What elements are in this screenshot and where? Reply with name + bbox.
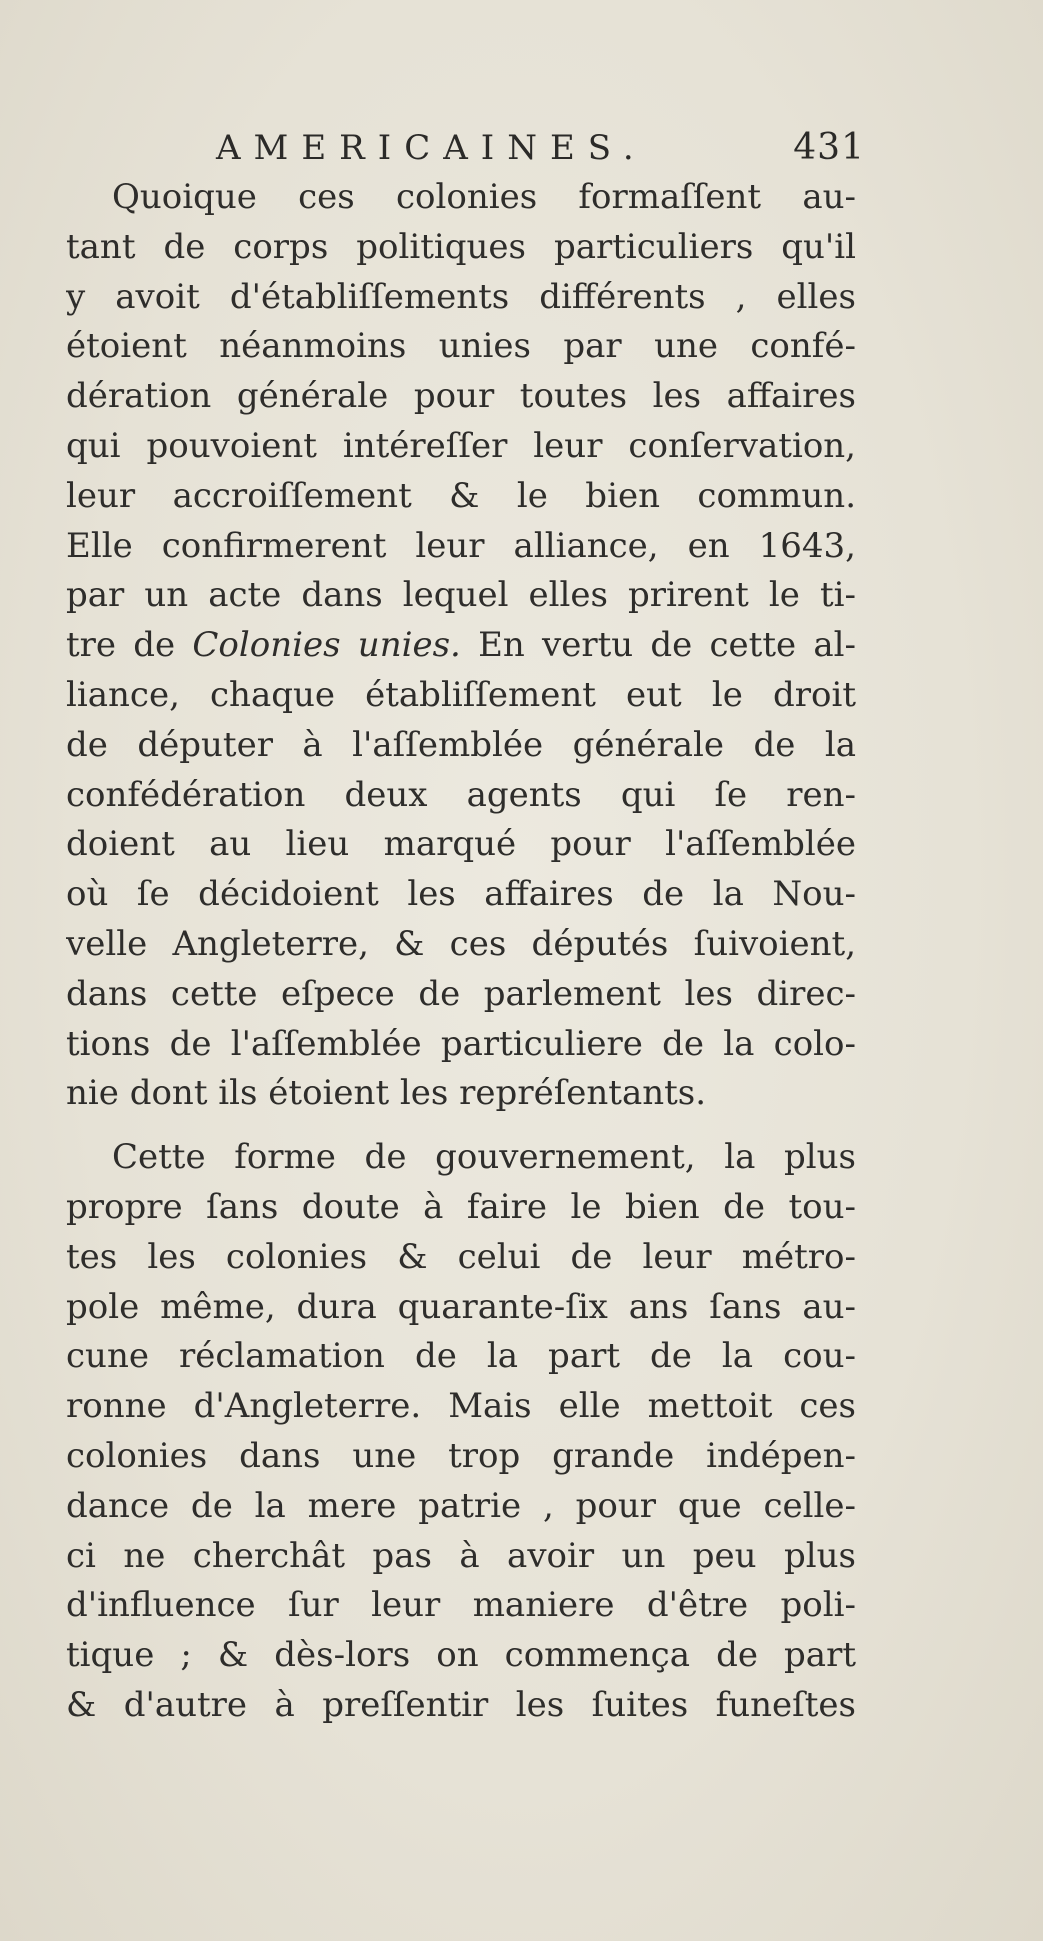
text-line: confédération deux agents qui ſe ren- (66, 774, 856, 815)
text-line: par un acte dans lequel elles prirent le ti- (66, 575, 856, 616)
text-line: Elle confirmerent leur alliance, en 1643, (66, 525, 856, 566)
text-line: d'influence ſur leur maniere d'être poli- (66, 1585, 856, 1626)
text-line: ronne d'Angleterre. Mais elle mettoit ces (66, 1386, 856, 1427)
text-line: tes les colonies & celui de leur métro- (66, 1236, 856, 1277)
text-line: propre ſans doute à faire le bien de tou- (66, 1186, 856, 1227)
text-line: dance de la mere patrie , pour que celle- (66, 1485, 856, 1526)
text-line: tant de corps politiques particuliers qu'il (66, 226, 856, 267)
text-line: pole même, dura quarante-ſix ans ſans au- (66, 1286, 856, 1327)
text-line: tions de l'aſſemblée particuliere de la colo- (66, 1023, 856, 1064)
text-line: où ſe décidoient les affaires de la Nou- (66, 874, 856, 915)
running-title: AMERICAINES. (216, 128, 647, 168)
text-line: de députer à l'aſſemblée générale de la (66, 724, 856, 765)
text-line: ci ne cherchât pas à avoir un peu plus (66, 1535, 856, 1576)
page-number: 431 (793, 127, 865, 168)
text-line: velle Angleterre, & ces députés ſuivoient, (66, 923, 856, 964)
text-line: leur accroiſſement & le bien commun. (66, 475, 856, 516)
text-line: colonies dans une trop grande indépen- (66, 1435, 856, 1476)
text-line: tique ; & dès-lors on commença de part (66, 1635, 856, 1676)
text-line: dération générale pour toutes les affaires (66, 376, 856, 417)
text-line: nie dont ils étoient les repréſentants. (66, 1073, 707, 1114)
text-line: dans cette eſpece de parlement les direc- (66, 973, 856, 1014)
page-header (210, 120, 865, 176)
text-line: Quoique ces colonies formaſſent au- (112, 177, 856, 217)
text-line: y avoit d'établiſſements différents , elles (66, 276, 856, 317)
text-line: cune réclamation de la part de la cou- (66, 1336, 856, 1377)
text-line: qui pouvoient intéreſſer leur conſervation, (66, 425, 856, 466)
text-line: doient au lieu marqué pour l'aſſemblée (66, 824, 856, 865)
text-line: & d'autre à preſſentir les ſuites funeſtes (66, 1684, 856, 1725)
text-line: Cette forme de gouvernement, la plus (112, 1137, 856, 1178)
text-line: tre de Colonies unies. En vertu de cette al- (66, 625, 856, 666)
text-line: liance, chaque établiſſement eut le droit (66, 674, 856, 715)
body-text (66, 173, 856, 1731)
text-line: étoient néanmoins unies par une confé- (66, 326, 856, 367)
